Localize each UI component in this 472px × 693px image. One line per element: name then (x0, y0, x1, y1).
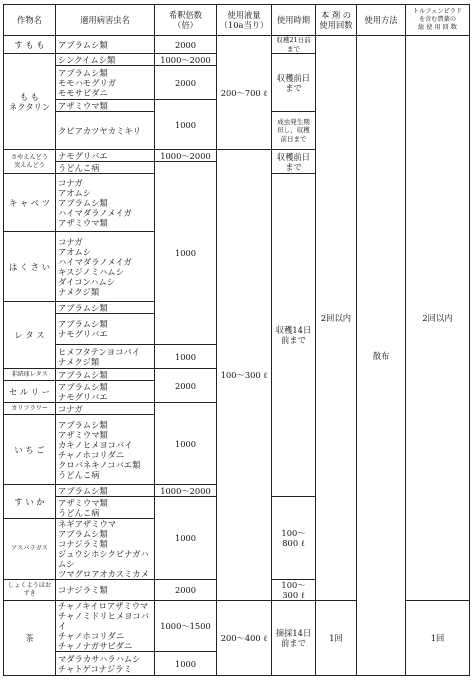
timing-cell: 収穫前日 まで (272, 54, 316, 112)
count-cell: 1回 (316, 601, 357, 676)
amount-cell: 200～400 ℓ (217, 601, 272, 676)
pest-cell: アブラムシ類 (56, 302, 155, 314)
dilution-cell: 1000～2000 (155, 150, 217, 162)
timing-cell: 摘採14日 前まで (272, 601, 316, 676)
pest-cell: クビアカツヤカミキリ (56, 112, 155, 150)
header-timing: 使用時期 (272, 5, 316, 36)
crop-cell: も も ネクタリン (4, 54, 56, 150)
dilution-cell: 1000 (155, 497, 217, 580)
pest-cell: アブラムシ類 ナモグリバエ (56, 381, 155, 403)
pest-cell: コナジラミ類 (56, 580, 155, 601)
header-amount: 使用液量 （10a当り） (217, 5, 272, 36)
dilution-cell: 1000～2000 (155, 54, 217, 66)
dilution-cell: 1000 (155, 652, 217, 676)
pest-cell: コナガ アオムシ アブラムシ類 ハイマダラノメイガ アザミウマ類 (56, 174, 155, 232)
pest-cell: うどんこ病 (56, 162, 155, 174)
pest-cell: アブラムシ類 (56, 369, 155, 381)
method-cell: 散布 (357, 36, 406, 676)
header-method: 使用方法 (357, 5, 406, 36)
crop-cell: 茶 (4, 601, 56, 676)
header-total: トルフェンピラド を含む農薬の 総 使 用 回 数 (406, 5, 470, 36)
pest-cell: ヒメフタテンヨコバイ ナメクジ類 (56, 345, 155, 369)
crop-cell: カリフラワー (4, 403, 56, 415)
dilution-cell: 1000～2000 (155, 485, 217, 497)
amount-cell: 100～300 ℓ (217, 150, 272, 601)
dilution-cell: 1000 (155, 100, 217, 150)
pesticide-application-table (3, 4, 470, 676)
timing-cell: 収穫前日 まで (272, 150, 316, 174)
total-cell: 1回 (406, 601, 470, 676)
header-dilution: 希釈倍数 （倍） (155, 5, 217, 36)
pest-cell: アザミウマ類 うどんこ病 (56, 497, 155, 519)
dilution-cell: 1000 (155, 403, 217, 485)
crop-cell: す い か (4, 485, 56, 519)
pest-cell: ネギアザミウマ アブラムシ類 コナジラミ類 ジュウシホシクビナガハムシ ツマグロアオカスミカメ (56, 519, 155, 580)
header-count: 本 剤 の 使用回数 (316, 5, 357, 36)
crop-cell: キ ャ ベ ツ (4, 174, 56, 232)
amount-cell: 100～300 ℓ (272, 580, 316, 601)
dilution-cell: 1000～1500 (155, 601, 217, 652)
pest-cell: アブラムシ類 (56, 485, 155, 497)
crop-cell: は く さ い (4, 232, 56, 302)
total-cell: 2回以内 (406, 36, 470, 601)
pest-cell: アザミウマ類 (56, 100, 155, 112)
pest-cell: コナガ (56, 403, 155, 415)
pest-cell: アブラムシ類 モモハモグリガ モモサビダニ (56, 66, 155, 100)
timing-cell: 成虫発生期 但し，収穫 前日まで (272, 112, 316, 150)
pest-cell: アブラムシ類 (56, 36, 155, 54)
crop-cell: い ち ご (4, 415, 56, 485)
dilution-cell: 2000 (155, 369, 217, 403)
pest-cell: コナガ アオムシ ハイマダラノメイガ キスジノミハムシ ダイコンハムシ ナメクジ類 (56, 232, 155, 302)
dilution-cell: 1000 (155, 162, 217, 345)
pest-cell: シンクイムシ類 (56, 54, 155, 66)
crop-cell: す も も (4, 36, 56, 54)
dilution-cell: 2000 (155, 66, 217, 100)
pest-cell: アブラムシ類 アザミウマ類 カキノヒメヨコバイ チャノホコリダニ クロバネキノコバエ類 うどんこ病 (56, 415, 155, 485)
crop-cell: アスパラガス (4, 519, 56, 580)
dilution-cell: 2000 (155, 580, 217, 601)
crop-cell: しょくようほおずき (4, 580, 56, 601)
header-crop: 作物名 (4, 5, 56, 36)
crop-cell: セ ル リ ー (4, 381, 56, 403)
count-cell: 2回以内 (316, 36, 357, 601)
pest-cell: ナモグリバエ (56, 150, 155, 162)
crop-cell: 非結球レタス (4, 369, 56, 381)
pest-cell: チャノキイロアザミウマ チャノミドリヒメヨコバイ チャノホコリダニ チャノナガサビダニ (56, 601, 155, 652)
crop-cell: レ タ ス (4, 302, 56, 369)
dilution-cell: 1000 (155, 345, 217, 369)
timing-cell: 収穫14日 前まで (272, 174, 316, 497)
amount-cell: 200～700 ℓ (217, 36, 272, 150)
amount-cell: 100～800 ℓ (272, 497, 316, 580)
header-pest: 適用病害虫名 (56, 5, 155, 36)
crop-cell: さやえんどう 実えんどう (4, 150, 56, 174)
pest-cell: アブラムシ類 ナモグリバエ (56, 314, 155, 345)
pest-cell: マダラカサハラハムシ チャトゲコナジラミ (56, 652, 155, 676)
dilution-cell: 2000 (155, 36, 217, 54)
timing-cell: 収穫21日前まで (272, 36, 316, 54)
